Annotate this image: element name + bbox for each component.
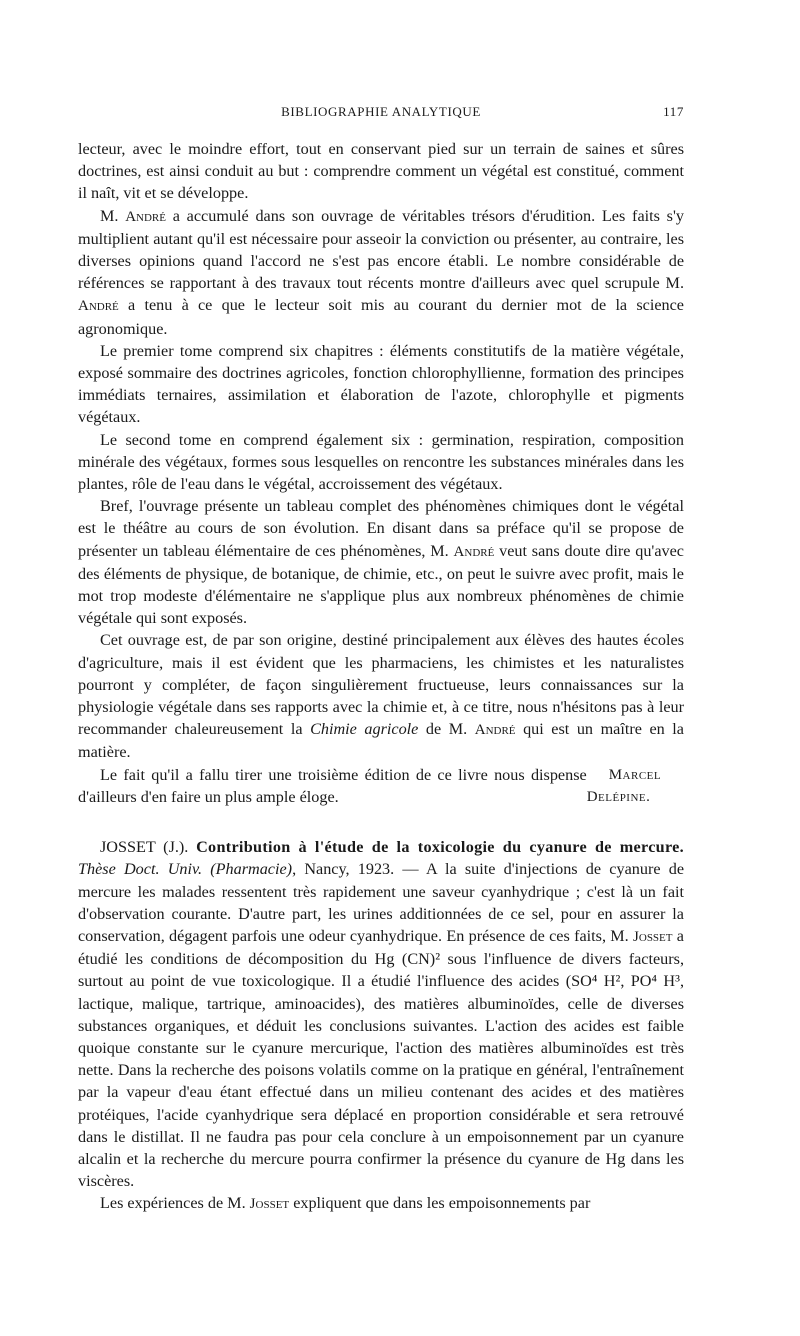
review2-thesis: Thèse Doct. Univ. (78, 860, 203, 879)
review1-paragraph-7 (78, 764, 684, 808)
text-fragment: Le fait qu'il a fallu tirer une troisième édition de ce livre nous dispense d'ailleurs d'en faire un plus ample éloge. (78, 765, 587, 806)
text-fragment: A la suite d'injections de cyanure de mercure les malades ressentent très rapidement une saveur cyanhydrique ; c'est là un fait d'observation courante. D'autre part, les urines additionnées de ce sel, pour en assurer la conservation, dégagent parfois une odeur cyanhydrique. En présence de ces faits, M. (78, 860, 685, 945)
book-title: Chimie agricole (310, 720, 419, 739)
review1-paragraph-2 (78, 205, 684, 340)
author-name: Josset (249, 1196, 290, 1213)
text-fragment: a étudié les conditions de décomposition du Hg (CN)² sous l'influence de divers facteurs, surtout au point de vue toxicologique. Il a étudié l'influence des acides (SO⁴ H², PO⁴ H³, lactique, malique, tartrique, aminoacides), des matières albuminoïdes, celle de diverses substances organiques, et déduit les conclusions suivantes. L'action des acides est faible quoique constante sur le cyanure mercurique, l'action des matières albuminoïdes est très nette. Dans la recherche des poisons volatils comme on la pratique en général, l'entraînement par la vapeur d'eau étant effectué dans un milieu contenant des acides et des matières protéiques, l'acide cyanhydrique sera déplacé en proportion considérable et sera retrouvé dans le distillat. Il ne faudra pas pour cela conclure à un empoisonnement par un cyanure alcalin et la recherche du mercure pourra confirmer la présence du cyanure de Hg dans les viscères. (78, 926, 684, 1191)
review2-faculty: (Pharmacie) (210, 860, 293, 879)
text-fragment: qui est un maître en la matière. (78, 720, 684, 762)
author-name: André (453, 543, 495, 560)
review1-paragraph-1: lecteur, avec le moindre effort, tout en conservant pied sur un terrain de saines et sûres doctrines, est ainsi conduit au but : comprendre comment un végétal est constitué, comment il naît, vit et se développe. (78, 140, 684, 203)
text-fragment: veut sans doute dire qu'avec des éléments de physique, de botanique, de chimie, etc., on peut le suivre avec profit, mais le mot trop modeste d'élémentaire ne s'applique plus aux nombreux phénomènes de chimie végétale qui sont exposés. (78, 541, 684, 628)
text-fragment: Bref, l'ouvrage présente un tableau complet des phénomènes chimiques dont le végétal est le théâtre au cours de son évolution. En disant dans sa préface qu'il se propose de présenter un tableau élémentaire de ces phénomènes, M. (78, 497, 684, 560)
review2-title: Contribution à l'étude de la toxicologie du cyanure de mercure. (196, 838, 685, 857)
running-head-title: BIBLIOGRAPHIE ANALYTIQUE (281, 104, 481, 119)
review2-paragraph-2 (78, 1192, 684, 1215)
text-fragment: a tenu à ce que le lecteur soit mis au courant du dernier mot de la science agronomique. (78, 296, 684, 338)
text-fragment: a accumulé dans son ouvrage de véritables trésors d'érudition. Les faits s'y multiplient autant qu'il est nécessaire pour asseoir la conviction ou présenter, au contraire, les diverses opinions quand l'accord ne s'est pas encore établi. Le nombre considérable de références se rapportant à des travaux tout récents montre d'ailleurs avec quel scrupule M. (78, 206, 684, 293)
review1-paragraph-5 (78, 495, 684, 629)
running-head (78, 104, 684, 124)
text-fragment: M. (100, 206, 126, 225)
review2-author: JOSSET (J.). (100, 838, 189, 857)
body-text (78, 138, 684, 1216)
author-name: André (78, 298, 119, 315)
review2-place: , Nancy, 1923. — (292, 860, 426, 879)
review1-paragraph-3: Le premier tome comprend six chapitres : éléments constitutifs de la matière végétale, exposé sommaire des doctrines agricoles, fonction chlorophyllienne, formation des principes immédiats ternaires, assimilation et élaboration de l'azote, chlorophylle et pigments végétaux. (78, 341, 684, 427)
text-fragment: expliquent que dans les empoisonnements par (289, 1194, 591, 1213)
author-name: André (125, 208, 166, 225)
text-fragment: Les expériences de M. (100, 1194, 250, 1213)
page-number: 117 (663, 104, 684, 119)
review1-paragraph-6 (78, 629, 684, 763)
review2-paragraph-1 (78, 836, 684, 1192)
text-fragment: de M. (418, 720, 475, 739)
text-fragment: Cet ouvrage est, de par son origine, destiné principalement aux élèves des hautes écoles d'agriculture, mais il est évident que les pharmaciens, les chimistes et les naturalistes pourront y compléter, de façon singulièrement fructueuse, leurs connaissances sur la physiologie végétale dans ses rapports avec la chimie et, à ce titre, nous n'hésitons pas à leur recommander chaleureusement la (78, 631, 684, 739)
author-name: Josset (633, 928, 673, 945)
reviewer-signature: Marcel Delépine. (586, 766, 662, 805)
author-name: André (474, 722, 516, 739)
review1-paragraph-4: Le second tome en comprend également six : germination, respiration, composition minérale des végétaux, formes sous lesquelles on rencontre les substances minérales dans les plantes, rôle de l'eau dans le végétal, accroissement des végétaux. (78, 430, 684, 494)
